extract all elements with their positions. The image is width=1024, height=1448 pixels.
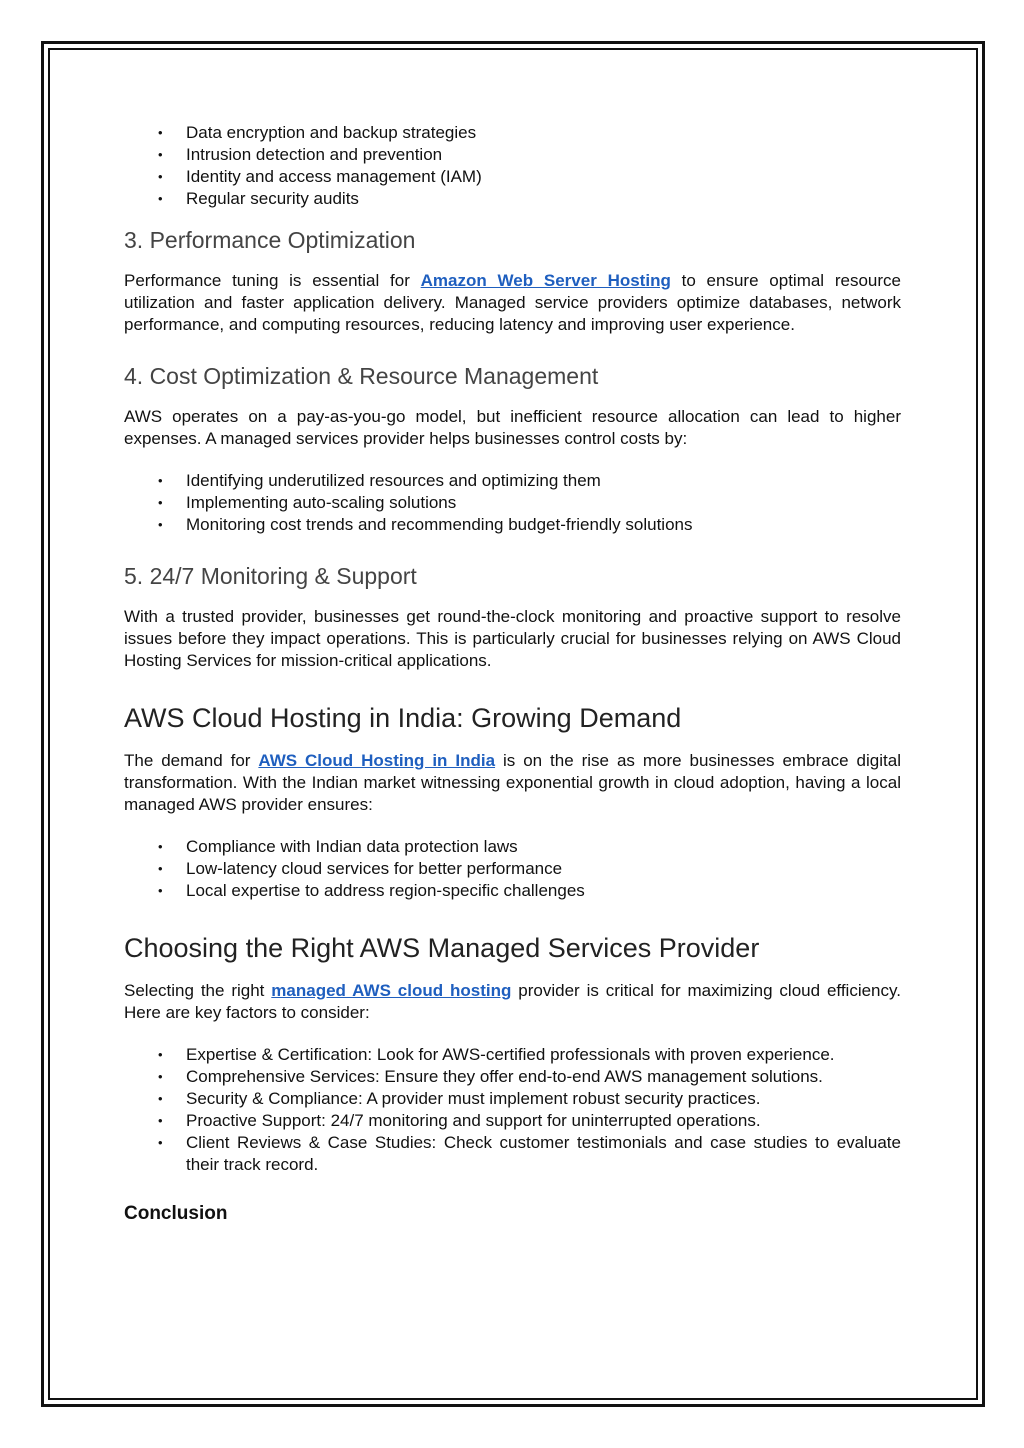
list-item: • Client Reviews & Case Studies: Check customer testimonials and case studies to evaluate their track record. xyxy=(158,1133,901,1174)
bullet-icon: • xyxy=(158,1113,163,1128)
security-list xyxy=(124,122,901,210)
monitoring-paragraph: With a trusted provider, businesses get round-the-clock monitoring and proactive support to resolve issues before they impact operations. This is particularly crucial for businesses relying on AWS Cloud Hosting Services for mission-critical applications. xyxy=(124,607,901,670)
list-item: • Intrusion detection and prevention xyxy=(158,145,443,164)
managed-aws-cloud-hosting-link[interactable]: managed AWS cloud hosting xyxy=(271,981,512,1000)
bullet-icon: • xyxy=(158,1069,163,1084)
list-item: • Low-latency cloud services for better performance xyxy=(158,859,563,878)
section-heading-cost: 4. Cost Optimization & Resource Management xyxy=(124,363,599,389)
choosing-paragraph: Selecting the right managed AWS cloud hosting provider is critical for maximizing cloud efficiency. Here are key factors to consider: xyxy=(124,981,901,1022)
conclusion-heading: Conclusion xyxy=(124,1203,228,1224)
list-item: • Monitoring cost trends and recommending budget-friendly solutions xyxy=(158,515,693,534)
india-paragraph: The demand for AWS Cloud Hosting in India is on the rise as more businesses embrace digital transformation. With the Indian market witnessing exponential growth in cloud adoption, having a local managed AWS provider ensures: xyxy=(124,751,901,814)
section-heading-performance: 3. Performance Optimization xyxy=(124,227,416,253)
amazon-web-server-hosting-link[interactable]: Amazon Web Server Hosting xyxy=(420,271,671,290)
performance-paragraph: Performance tuning is essential for Amazon Web Server Hosting to ensure optimal resource utilization and faster application delivery. Managed service providers optimize databases, network performance, and computing resources, reducing latency and improving user experience. xyxy=(124,271,901,334)
bullet-icon: • xyxy=(158,169,163,184)
heading-aws-india: AWS Cloud Hosting in India: Growing Demand xyxy=(124,703,682,733)
bullet-icon: • xyxy=(158,861,163,876)
list-item: • Regular security audits xyxy=(158,189,359,208)
list-item: • Compliance with Indian data protection laws xyxy=(158,837,518,856)
cost-list xyxy=(124,470,901,536)
section-heading-monitoring: 5. 24/7 Monitoring & Support xyxy=(124,563,417,589)
list-item: • Data encryption and backup strategies xyxy=(158,123,477,142)
cost-paragraph: AWS operates on a pay-as-you-go model, but inefficient resource allocation can lead to higher expenses. A managed services provider helps businesses control costs by: xyxy=(124,407,901,448)
list-item: • Identifying underutilized resources and optimizing them xyxy=(158,471,601,490)
document-page xyxy=(124,122,901,1226)
list-item: • Identity and access management (IAM) xyxy=(158,167,482,186)
list-item: • Local expertise to address region-specific challenges xyxy=(158,881,585,900)
list-item: • Expertise & Certification: Look for AWS-certified professionals with proven experience. xyxy=(158,1045,835,1064)
bullet-icon: • xyxy=(158,1047,163,1062)
india-list xyxy=(124,836,901,902)
list-item: • Proactive Support: 24/7 monitoring and support for uninterrupted operations. xyxy=(158,1111,761,1130)
bullet-icon: • xyxy=(158,147,163,162)
bullet-icon: • xyxy=(158,883,163,898)
bullet-icon: • xyxy=(158,1135,163,1150)
list-item: • Comprehensive Services: Ensure they offer end-to-end AWS management solutions. xyxy=(158,1067,823,1086)
bullet-icon: • xyxy=(158,495,163,510)
bullet-icon: • xyxy=(158,191,163,206)
bullet-icon: • xyxy=(158,839,163,854)
bullet-icon: • xyxy=(158,473,163,488)
bullet-icon: • xyxy=(158,1091,163,1106)
bullet-icon: • xyxy=(158,125,163,140)
list-item: • Implementing auto-scaling solutions xyxy=(158,493,457,512)
factors-list xyxy=(124,1044,901,1176)
heading-choosing-provider: Choosing the Right AWS Managed Services Provider xyxy=(124,933,760,963)
bullet-icon: • xyxy=(158,517,163,532)
aws-cloud-hosting-india-link[interactable]: AWS Cloud Hosting in India xyxy=(258,751,496,770)
list-item: • Security & Compliance: A provider must implement robust security practices. xyxy=(158,1089,761,1108)
